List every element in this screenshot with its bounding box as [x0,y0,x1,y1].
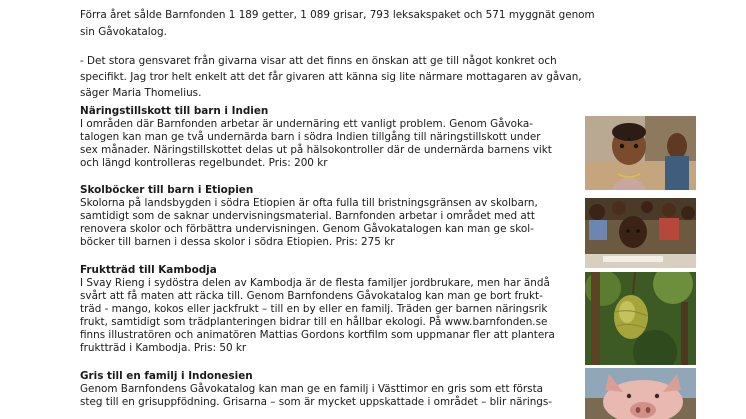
section-line: böcker till barnen i dessa skolor i södra Etiopien. Pris: 275 kr [80,236,395,248]
section-line: fruktträd i Kambodja. Pris: 50 kr [80,342,247,354]
section-line: Genom Barnfondens Gåvokatalog kan man ge en familj i Västtimor en gris som ett första [80,383,544,395]
section-heading-indonesia: Gris till en familj i Indonesien [80,370,253,382]
section-line: svårt att få maten att räcka till. Genom Barnfondens Gåvokatalog kan man ge bort frukt- [80,290,543,302]
section-line: Skolorna på landsbygden i södra Etiopien är ofta fulla till bristningsgränsen av skolbarn, [80,197,538,209]
section-line: och längd kontrolleras regelbundet. Pris: 200 kr [80,157,328,169]
section-line: renovera skolor och förbättra undervisningen. Genom Gåvokatalogen kan man ge skol- [80,223,534,235]
section-line: I områden där Barnfonden arbetar är undernäring ett vanligt problem. Genom Gåvoka- [80,118,533,130]
intro-line: sin Gåvokatalog. [80,26,167,38]
section-line: steg till en grisuppfödning. Grisarna – som är mycket uppskattade i området – blir närings- [80,396,553,408]
quote-line: säger Maria Thomelius. [80,87,202,99]
schoolchildren-ethiopia-photo-icon [585,198,696,268]
section-heading-india: Näringstillskott till barn i Indien [80,105,269,117]
section-line: finns illustratören och animatören Mattias Gordons kortfilm som uppmanar fler att plantera [80,329,555,341]
section-line: träd - mango, kokos eller jackfrukt – till en by eller en familj. Träden ger barnen näringsrik [80,303,548,315]
section-line: frukt, samtidigt som trädplanteringen bidrar till en hållbar ekologi. På www.barnfonden.se [80,316,548,328]
child-india-photo-icon [585,116,696,190]
jackfruit-tree-photo-icon [585,272,696,365]
section-line: talogen kan man ge två undernärda barn i södra Indien tillgång till näringstillskott under [80,131,541,143]
section-heading-ethiopia: Skolböcker till barn i Etiopien [80,184,254,196]
section-heading-cambodia: Fruktträd till Kambodja [80,264,217,276]
section-line: samtidigt som de saknar undervisningsmaterial. Barnfonden arbetar i området med att [80,210,535,222]
quote-line: - Det stora gensvaret från givarna visar att det finns en önskan att ge till något konkret och [80,55,557,67]
pig-photo-icon [585,368,696,419]
intro-line: Förra året sålde Barnfonden 1 189 getter, 1 089 grisar, 793 leksakspaket och 571 myggnät genom [80,9,595,21]
quote-line: specifikt. Jag tror helt enkelt att det får givaren att känna sig lite närmare mottagaren av gåvan, [80,71,582,83]
section-line: I Svay Rieng i sydöstra delen av Kambodja är de flesta familjer jordbrukare, men har ändå [80,277,550,289]
section-line: sex månader. Näringstillskottet delas ut på hälsokontroller där de undernärda barnens vikt [80,144,552,156]
